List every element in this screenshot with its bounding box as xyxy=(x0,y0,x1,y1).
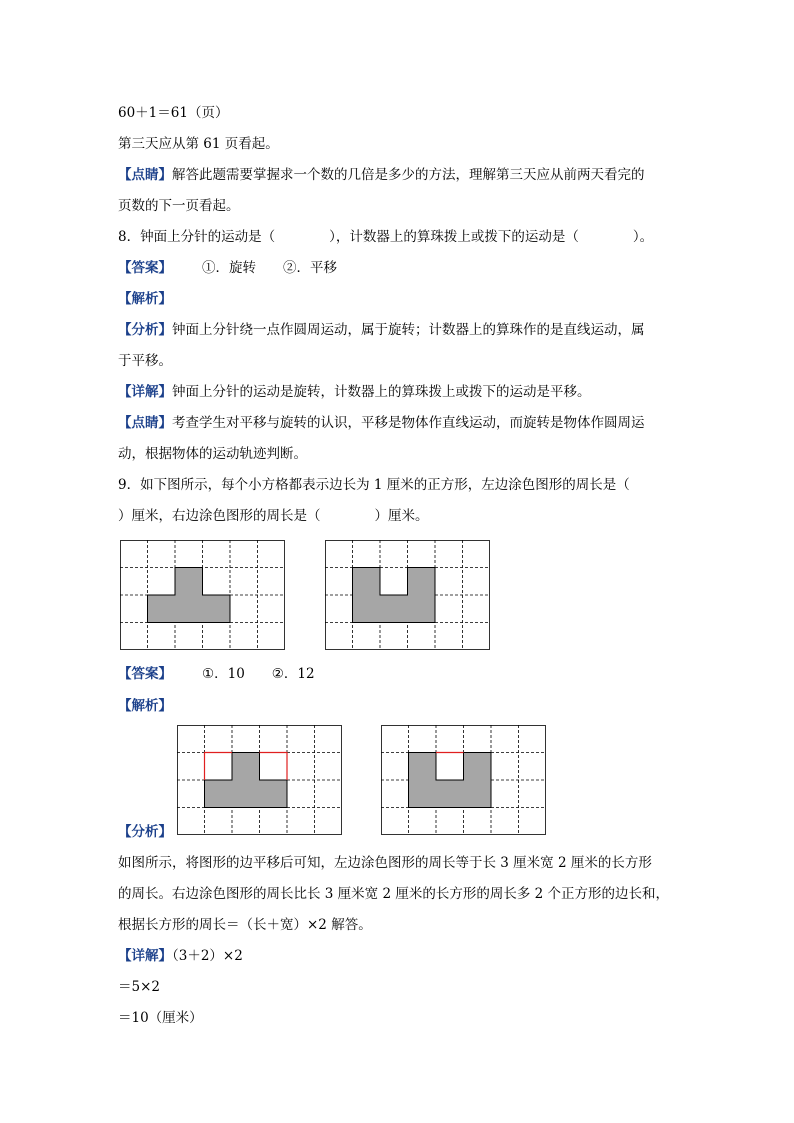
xiangjie-tag: 【详解】 xyxy=(118,384,172,400)
q9-analysis-right-figure xyxy=(381,725,547,837)
answer-tag: 【答案】 xyxy=(118,260,172,276)
q8-dianjing-1 xyxy=(118,413,645,433)
q9-answer xyxy=(118,664,315,684)
q9-xiangjie-2: ＝5×2 xyxy=(118,979,160,995)
xiangjie-text: 钟面上分针的运动是旋转，计数器上的算珠拨上或拨下的运动是平移。 xyxy=(172,384,591,400)
q9-fenxi-1: 如图所示，将图形的边平移后可知，左边涂色图形的周长等于长 3 厘米宽 2 厘米的长方形 xyxy=(118,855,652,871)
dianjing-line-2: 页数的下一页看起。 xyxy=(118,198,240,214)
dianjing-text: 考查学生对平移与旋转的认识，平移是物体作直线运动，而旋转是物体作圆周运 xyxy=(172,415,645,431)
conclusion-line: 第三天应从第 61 页看起。 xyxy=(118,136,279,152)
dianjing-tag: 【点睛】 xyxy=(118,167,172,183)
q9-fenxi-2: 的周长。右边涂色图形的周长比长 3 厘米宽 2 厘米的长方形的周长多 2 个正方形的边长和， xyxy=(118,886,670,902)
q9-analysis-left-figure xyxy=(177,725,343,837)
q8-fenxi-1 xyxy=(118,320,645,340)
q8-jiexi-tag: 【解析】 xyxy=(118,291,172,307)
shaded-shape xyxy=(409,753,492,808)
answer-text: ①．10 ②．12 xyxy=(202,666,315,682)
shaded-shape xyxy=(205,753,288,808)
dianjing-text: 解答此题需要掌握求一个数的几倍是多少的方法，理解第三天应从前两天看完的 xyxy=(172,167,645,183)
q9-fenxi-3: 根据长方形的周长＝（长＋宽）×2 解答。 xyxy=(118,917,372,933)
q9-xiangjie-1 xyxy=(118,946,243,966)
fenxi-tag: 【分析】 xyxy=(118,322,172,338)
xiangjie-tag: 【详解】 xyxy=(118,948,172,964)
q8-xiangjie xyxy=(118,382,591,402)
dianjing-line-1 xyxy=(118,165,645,185)
answer-tag: 【答案】 xyxy=(118,666,172,682)
q9-xiangjie-3: ＝10（厘米） xyxy=(118,1010,203,1026)
question-8: 8．钟面上分针的运动是（ ），计数器上的算珠拨上或拨下的运动是（ ）。 xyxy=(118,229,654,245)
calc-line-1: 60＋1＝61（页） xyxy=(118,105,229,121)
question-9-cont: ）厘米，右边涂色图形的周长是（ ）厘米。 xyxy=(118,508,429,524)
q8-fenxi-2: 于平移。 xyxy=(118,353,172,369)
dianjing-tag: 【点睛】 xyxy=(118,415,172,431)
q9-left-figure xyxy=(120,540,286,652)
q9-right-figure xyxy=(325,540,491,652)
shaded-shape xyxy=(148,568,231,623)
q9-fenxi-tag: 【分析】 xyxy=(118,824,172,840)
answer-text: ①．旋转 ②．平移 xyxy=(202,260,337,276)
xiangjie-text: （3＋2）×2 xyxy=(172,948,243,964)
shaded-shape xyxy=(353,568,436,623)
q8-dianjing-2: 动，根据物体的运动轨迹判断。 xyxy=(118,446,307,462)
question-9: 9．如下图所示，每个小方格都表示边长为 1 厘米的正方形，左边涂色图形的周长是（ xyxy=(118,477,630,493)
q9-jiexi-tag: 【解析】 xyxy=(118,698,172,714)
q8-answer xyxy=(118,258,337,278)
fenxi-text: 钟面上分针绕一点作圆周运动，属于旋转；计数器上的算珠作的是直线运动，属 xyxy=(172,322,645,338)
